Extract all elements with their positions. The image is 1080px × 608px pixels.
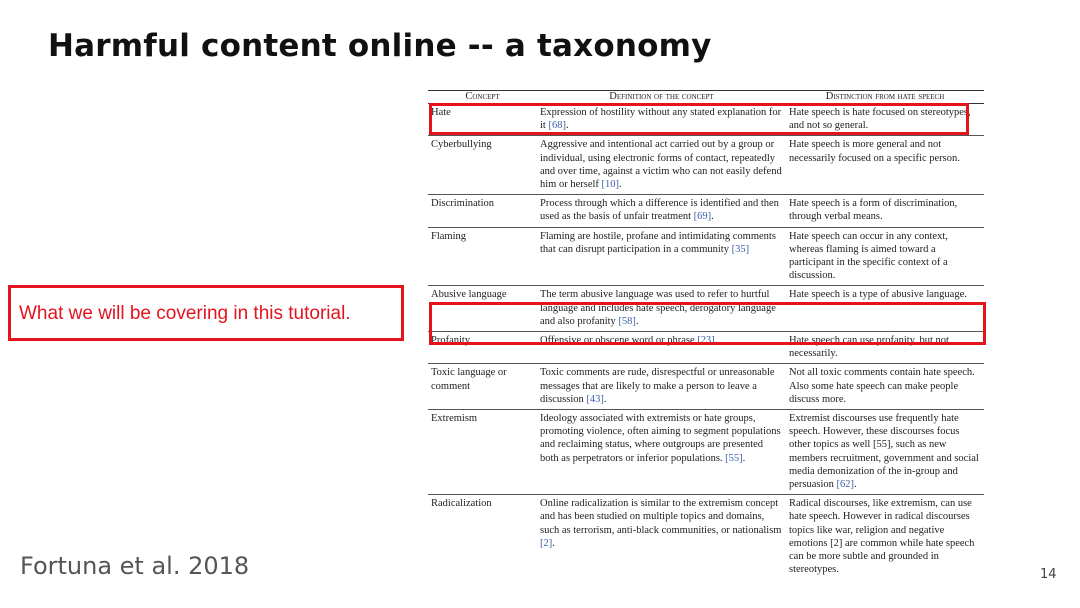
definition-cell-text: Online radicalization is similar to the extremism concept and has been studied on multiple topics and domains, such as terrorism, anti-black communities, or nationalism [540, 498, 782, 536]
definition-cell [537, 364, 786, 410]
citation-ref: [69] [693, 211, 712, 223]
distinction-cell-text: Extremist discourses use frequently hate speech. However, these discourses focus other topics as well [55], such as new members recruitment, government and social media demonization of the in-group and persuasion [789, 413, 979, 491]
citation-ref: [55] [725, 452, 743, 464]
distinction-cell [786, 495, 984, 580]
concept-cell: Radicalization [431, 498, 492, 510]
citation-ref: [58] [618, 315, 636, 327]
definition-cell [537, 495, 786, 580]
distinction-cell-text: Not all toxic comments contain hate speech. Also some hate speech can make people discuss more. [789, 367, 975, 405]
definition-cell-text: Ideology associated with extremists or hate groups, promoting violence, often aiming to segment populations and reclaiming status, where outgroups are presented both as perpetrators or inferior populations. [540, 413, 781, 464]
table-header-row [428, 91, 984, 104]
citation-ref: [62] [836, 479, 855, 491]
distinction-cell-text: Hate speech can occur in any context, whereas flaming is aimed toward a participant in the specific context of a discussion. [789, 230, 948, 282]
concept-cell: Extremism [428, 410, 537, 495]
callout-text: What we will be covering in this tutorial. [19, 303, 351, 324]
concept-cell: Hate [428, 104, 537, 136]
definition-cell-text: Flaming are hostile, profane and intimidating comments that can disrupt participation in a community [540, 230, 776, 255]
citation-ref: [43] [586, 393, 604, 405]
distinction-cell [786, 364, 984, 410]
definition-cell [537, 227, 786, 286]
table-row [428, 227, 984, 286]
distinction-cell [786, 410, 984, 495]
concept-cell: Flaming [428, 227, 537, 286]
definition-cell [537, 410, 786, 495]
punctuation: . [742, 452, 746, 464]
table-row [428, 195, 984, 227]
definition-cell-text: Expression of hostility without any stated explanation for it [540, 107, 782, 132]
header-concept: Concept [428, 91, 537, 104]
citation-ref: [2] [540, 537, 553, 549]
concept-cell: Toxic language or comment [428, 364, 537, 410]
table-row [428, 410, 984, 495]
citation-ref: [68] [548, 120, 566, 132]
distinction-cell-text: Hate speech is more general and not necessarily focused on a specific person. [789, 139, 960, 164]
definition-cell [537, 136, 786, 195]
citation-ref: [10] [601, 179, 620, 191]
distinction-cell-text: Hate speech can use profanity, but not necessarily. [789, 335, 949, 360]
punctuation: . [603, 393, 607, 405]
highlight-box-abusive-language [429, 302, 986, 345]
definition-cell-text: Process through which a difference is identified and then used as the basis of unfair treatment [540, 198, 779, 223]
definition-cell-text: Aggressive and intentional act carried out by a group or individual, using electronic forms of contact, repeatedly and over time, against a victim who can not easily defend him or herself [540, 139, 782, 191]
header-definition: Definition of the concept [537, 91, 786, 104]
highlight-box-hate [429, 103, 969, 135]
punctuation: . [711, 211, 714, 223]
concept-cell: Cyberbullying [428, 136, 537, 195]
table-row [428, 136, 984, 195]
definition-cell-text: Toxic comments are rude, disrespectful or unreasonable messages that are likely to make a person to leave a discussion [540, 367, 775, 405]
table-row [428, 364, 984, 410]
citation-ref: [35] [731, 243, 750, 255]
page-number: 14 [1040, 567, 1057, 582]
punctuation: . [619, 179, 622, 191]
citation: Fortuna et al. 2018 [20, 552, 250, 580]
distinction-cell [786, 227, 984, 286]
citation-ref: [23] [697, 335, 715, 347]
definition-cell-text: The term abusive language was used to refer to hurtful language and includes hate speech, derogatory language and also profanity [540, 289, 776, 327]
punctuation: . [714, 335, 718, 347]
concept-cell: Abusive language [428, 286, 537, 332]
distinction-cell-text: Hate speech is hate focused on stereotypes, and not so general. [789, 107, 971, 132]
slide-title: Harmful content online -- a taxonomy [48, 28, 712, 64]
table-row [428, 495, 984, 580]
punctuation: . [635, 315, 639, 327]
header-distinction: Distinction from hate speech [786, 91, 984, 104]
distinction-cell-text: Hate speech is a form of discrimination, through verbal means. [789, 198, 958, 223]
punctuation: . [552, 537, 555, 549]
punctuation: . [565, 120, 569, 132]
distinction-cell [786, 136, 984, 195]
definition-cell-text: Offensive or obscene word or phrase [540, 335, 695, 347]
concept-cell: Discrimination [428, 195, 537, 227]
concept-cell: Profanity [428, 332, 537, 364]
distinction-cell [786, 195, 984, 227]
definition-cell [537, 195, 786, 227]
distinction-cell-text: Radical discourses, like extremism, can use hate speech. However in radical discourses topics like war, religion and negative emotions [2] are common while hate speech can be more subtle and grounded in stereotypes. [789, 498, 975, 576]
distinction-cell-text: Hate speech is a type of abusive language. [789, 289, 967, 301]
punctuation: . [854, 479, 857, 491]
